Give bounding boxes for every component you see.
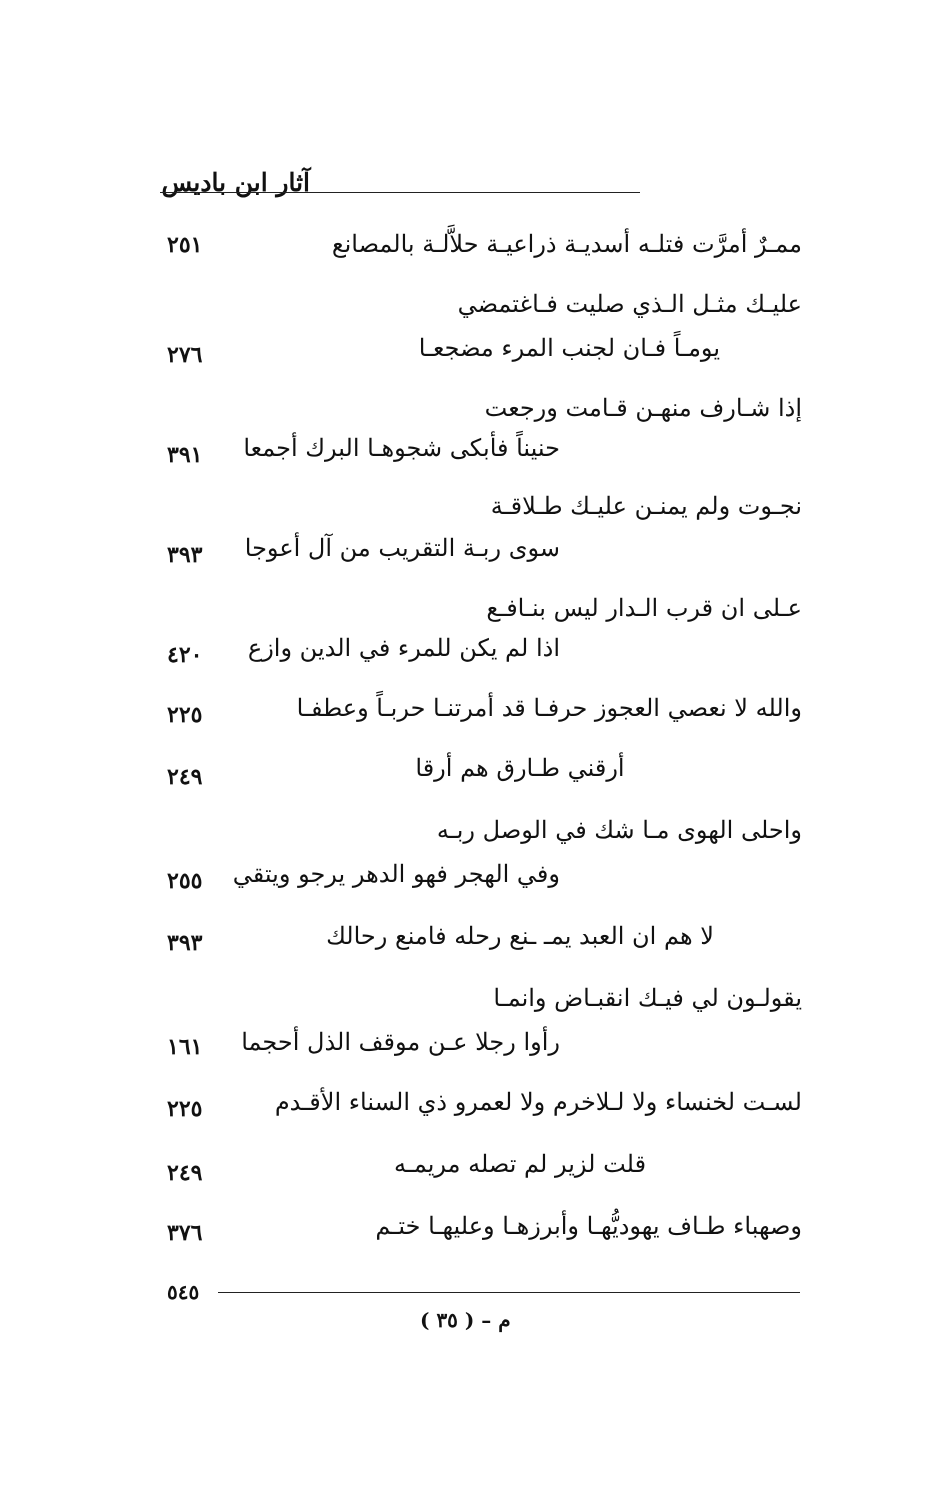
page-number: ٥٤٥ — [167, 1280, 200, 1304]
page-reference: ٣٩٣ — [167, 930, 203, 956]
verse-text: لسـت لخنساء ولا لـلاخرم ولا لعمرو ذي السناء الأقـدم — [274, 1088, 802, 1116]
verse-text: سوى ربـة التقريب من آل أعوجا — [244, 534, 560, 562]
footer-rule — [218, 1292, 800, 1293]
verse-text: وفي الهجر فهو الدهر يرجو ويتقي — [232, 860, 560, 888]
page-reference: ٢٢٥ — [167, 702, 203, 728]
verse-text: اذا لم يكن للمرء في الدين وازع — [247, 634, 560, 662]
verse-text: عـلى ان قرب الـدار ليس بنـافـع — [486, 594, 802, 622]
verse-text: وصهباء طـاف يهوديُّهـا وأبرزهـا وعليهـا ختـم — [375, 1212, 802, 1240]
verse-text: يومـاً فـان لجنب المرء مضجعـا — [418, 334, 720, 362]
verse-text: نجـوت ولم يمنـن عليـك طـلاقـة — [490, 492, 802, 520]
verse-text: حنيناً فأبكى شجوهـا البرك أجمعا — [243, 434, 560, 462]
verse-text: قلت لزير لم تصله مريمـه — [393, 1150, 647, 1178]
verse-text: واحلى الهوى مـا شك في الوصل ربـه — [436, 816, 802, 844]
verse-text: ممـرٌ أمرَّت فتلـه أسديـة ذراعيـة حلاَّلـة بالمصانع — [331, 230, 802, 258]
page-reference: ١٦١ — [167, 1034, 203, 1060]
verse-text: عليـك مثـل الـذي صليت فـاغتمضي — [457, 290, 802, 318]
header-title: آثار ابن باديس — [161, 168, 310, 197]
verse-text: يقولـون لي فيـك انقبـاض وانمـا — [493, 984, 802, 1012]
verse-text: والله لا نعصي العجوز حرفـا قد أمرتنـا حربـاً وعطفـا — [296, 694, 802, 722]
page-reference: ٢٥١ — [167, 232, 203, 258]
verse-text: أرقني طـارق هم أرقا — [415, 754, 625, 782]
page-reference: ٢٤٩ — [167, 764, 203, 790]
page-reference: ٢٧٦ — [167, 342, 203, 368]
signature-mark: م – ( ٣٥ ) — [420, 1308, 511, 1332]
page-reference: ٣٩٣ — [167, 542, 203, 568]
verse-text: لا هم ان العبد يمـ ـنع رحله فامنع رحالك — [326, 922, 714, 950]
page-reference: ٢٥٥ — [167, 868, 203, 894]
page-reference: ٣٩١ — [167, 442, 203, 468]
page-reference: ٤٢٠ — [167, 642, 203, 668]
page-reference: ٣٧٦ — [167, 1220, 203, 1246]
verse-text: رأوا رجلا عـن موقف الذل أحجما — [241, 1028, 560, 1056]
verse-text: إذا شـارف منهـن قـامت ورجعت — [484, 394, 802, 422]
page-reference: ٢٢٥ — [167, 1096, 203, 1122]
page-reference: ٢٤٩ — [167, 1160, 203, 1186]
